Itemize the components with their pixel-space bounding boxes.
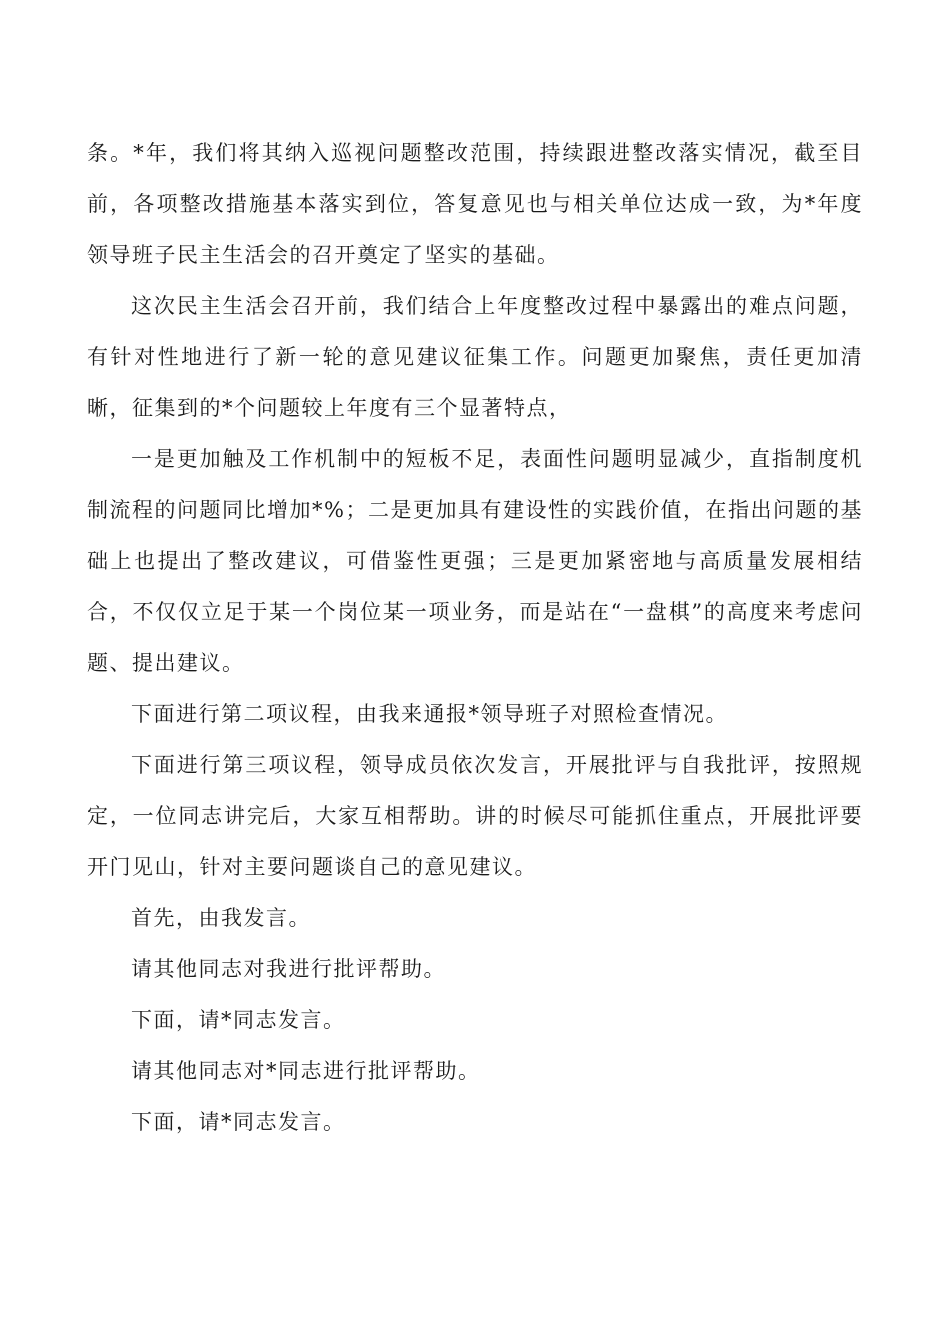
paragraph-request-critique-1: 请其他同志对我进行批评帮助。 [131, 957, 446, 981]
paragraph-next-speaker-2: 下面，请*同志发言。 [131, 1110, 346, 1134]
paragraph-solicitation: 这次民主生活会召开前，我们结合上年度整改过程中暴露出的难点问题，有针对性地进行了新一轮的意见建议征集工作。问题更加聚焦，责任更加清晰，征集到的*个问题较上年度有三个显著特点， [87, 294, 863, 420]
paragraph-features: 一是更加触及工作机制中的短板不足，表面性问题明显减少，直指制度机制流程的问题同比增加*%；二是更加具有建设性的实践价值，在指出问题的基础上也提出了整改建议，可借鉴性更强；三是更加紧密地与高质量发展相结合，不仅仅立足于某一个岗位某一项业务，而是站在“一盘棋”的高度来考虑问题、提出建议。 [87, 447, 863, 675]
paragraph-first-speaker: 首先，由我发言。 [131, 906, 311, 930]
paragraph-next-speaker-1: 下面，请*同志发言。 [131, 1008, 346, 1032]
paragraph-continuation: 条。*年，我们将其纳入巡视问题整改范围，持续跟进整改落实情况，截至目前，各项整改措施基本落实到位，答复意见也与相关单位达成一致，为*年度领导班子民主生活会的召开奠定了坚实的基础。 [87, 141, 863, 267]
paragraph-request-critique-2: 请其他同志对*同志进行批评帮助。 [131, 1059, 481, 1083]
paragraph-agenda-three: 下面进行第三项议程，领导成员依次发言，开展批评与自我批评，按照规定，一位同志讲完后，大家互相帮助。讲的时候尽可能抓住重点，开展批评要开门见山，针对主要问题谈自己的意见建议。 [87, 753, 863, 879]
document-body [87, 128, 863, 1148]
paragraph-agenda-two: 下面进行第二项议程，由我来通报*领导班子对照检查情况。 [131, 702, 728, 726]
